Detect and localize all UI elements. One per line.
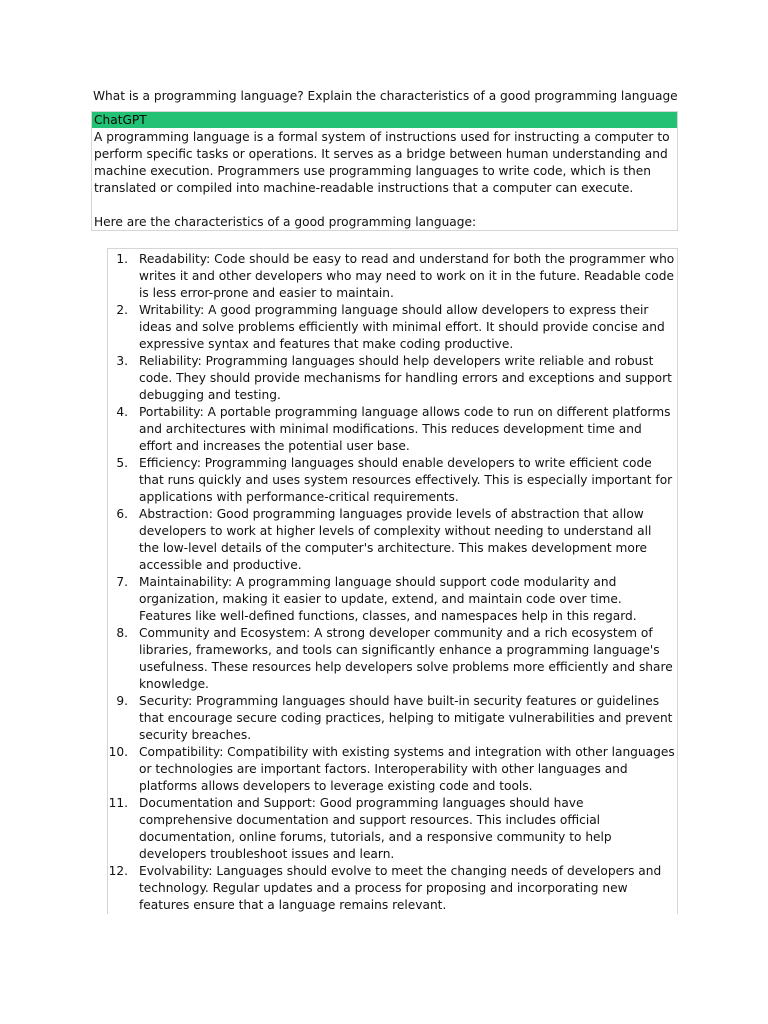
- item-text: Writability: A good programming language should allow developers to express their ideas and solve problems efficiently with minimal effort. It should provide concise and expressive syntax and features that make coding productive.: [139, 303, 665, 351]
- item-text: Compatibility: Compatibility with existing systems and integration with other languages or technologies are important factors. Interoperability with other languages and platforms allows developers to leverage existing code and tools.: [139, 745, 675, 793]
- lead-in-paragraph: Here are the characteristics of a good programming language:: [94, 215, 477, 229]
- item-text: Maintainability: A programming language should support code modularity and organization, making it easier to update, extend, and maintain code over time. Features like well-defined functions, classes, and namespaces help in this regard.: [139, 575, 637, 623]
- item-text: Readability: Code should be easy to read and understand for both the programmer who writes it and other developers who may need to work on it in the future. Readable code is less error-prone and easier to maintain.: [139, 252, 675, 300]
- list-item: [108, 455, 677, 506]
- item-number: 11.: [108, 796, 128, 810]
- paragraph-spacer: [94, 197, 675, 214]
- characteristics-list-box: [107, 248, 678, 914]
- answer-body: [92, 128, 677, 231]
- item-text: Evolvability: Languages should evolve to meet the changing needs of developers and technology. Regular updates and a process for proposing and incorporating new features ensure that a language remains relevant.: [139, 864, 662, 912]
- item-text: Efficiency: Programming languages should enable developers to write efficient code that runs quickly and uses system resources effectively. This is especially important for applications with performance-critical requirements.: [139, 456, 673, 504]
- list-item: [108, 302, 677, 353]
- item-text: Abstraction: Good programming languages provide levels of abstraction that allow developers to work at higher levels of complexity without needing to understand all the low-level details of the computer's architecture. This makes development more accessible and productive.: [139, 507, 652, 572]
- item-text: Portability: A portable programming language allows code to run on different platforms and architectures with minimal modifications. This reduces development time and effort and increases the potential user base.: [139, 405, 671, 453]
- chatgpt-label: ChatGPT: [92, 112, 677, 128]
- item-text: Reliability: Programming languages should help developers write reliable and robust code. They should provide mechanisms for handling errors and exceptions and support debugging and testing.: [139, 354, 672, 402]
- item-number: 4.: [116, 405, 128, 419]
- item-number: 9.: [116, 694, 128, 708]
- list-item: [108, 625, 677, 693]
- list-item: [108, 693, 677, 744]
- question-heading: What is a programming language? Explain the characteristics of a good programming language: [93, 89, 678, 103]
- list-item: [108, 863, 677, 914]
- item-text: Documentation and Support: Good programming languages should have comprehensive documentation and support resources. This includes official documentation, online forums, tutorials, and a responsive community to help developers troubleshoot issues and learn.: [139, 796, 612, 861]
- item-number: 6.: [116, 507, 128, 521]
- item-number: 8.: [116, 626, 128, 640]
- list-item: [108, 574, 677, 625]
- answer-box: [91, 111, 678, 231]
- item-text: Security: Programming languages should have built-in security features or guidelines that encourage secure coding practices, helping to mitigate vulnerabilities and prevent security breaches.: [139, 694, 673, 742]
- item-number: 1.: [116, 252, 128, 266]
- list-item: [108, 506, 677, 574]
- item-number: 5.: [116, 456, 128, 470]
- characteristics-list: [108, 249, 677, 914]
- item-text: Community and Ecosystem: A strong developer community and a rich ecosystem of libraries, frameworks, and tools can significantly enhance a programming language's usefulness. These resources help developers solve problems more efficiently and share knowledge.: [139, 626, 673, 691]
- intro-paragraph: A programming language is a formal system of instructions used for instructing a computer to perform specific tasks or operations. It serves as a bridge between human understanding and machine execution. Programmers use programming languages to write code, which is then translated or compiled into machine-readable instructions that a computer can execute.: [94, 130, 670, 195]
- item-number: 12.: [108, 864, 128, 878]
- list-item: [108, 795, 677, 863]
- list-item: [108, 251, 677, 302]
- item-number: 2.: [116, 303, 128, 317]
- list-item: [108, 744, 677, 795]
- item-number: 3.: [116, 354, 128, 368]
- list-item: [108, 353, 677, 404]
- list-item: [108, 404, 677, 455]
- item-number: 10.: [108, 745, 128, 759]
- item-number: 7.: [116, 575, 128, 589]
